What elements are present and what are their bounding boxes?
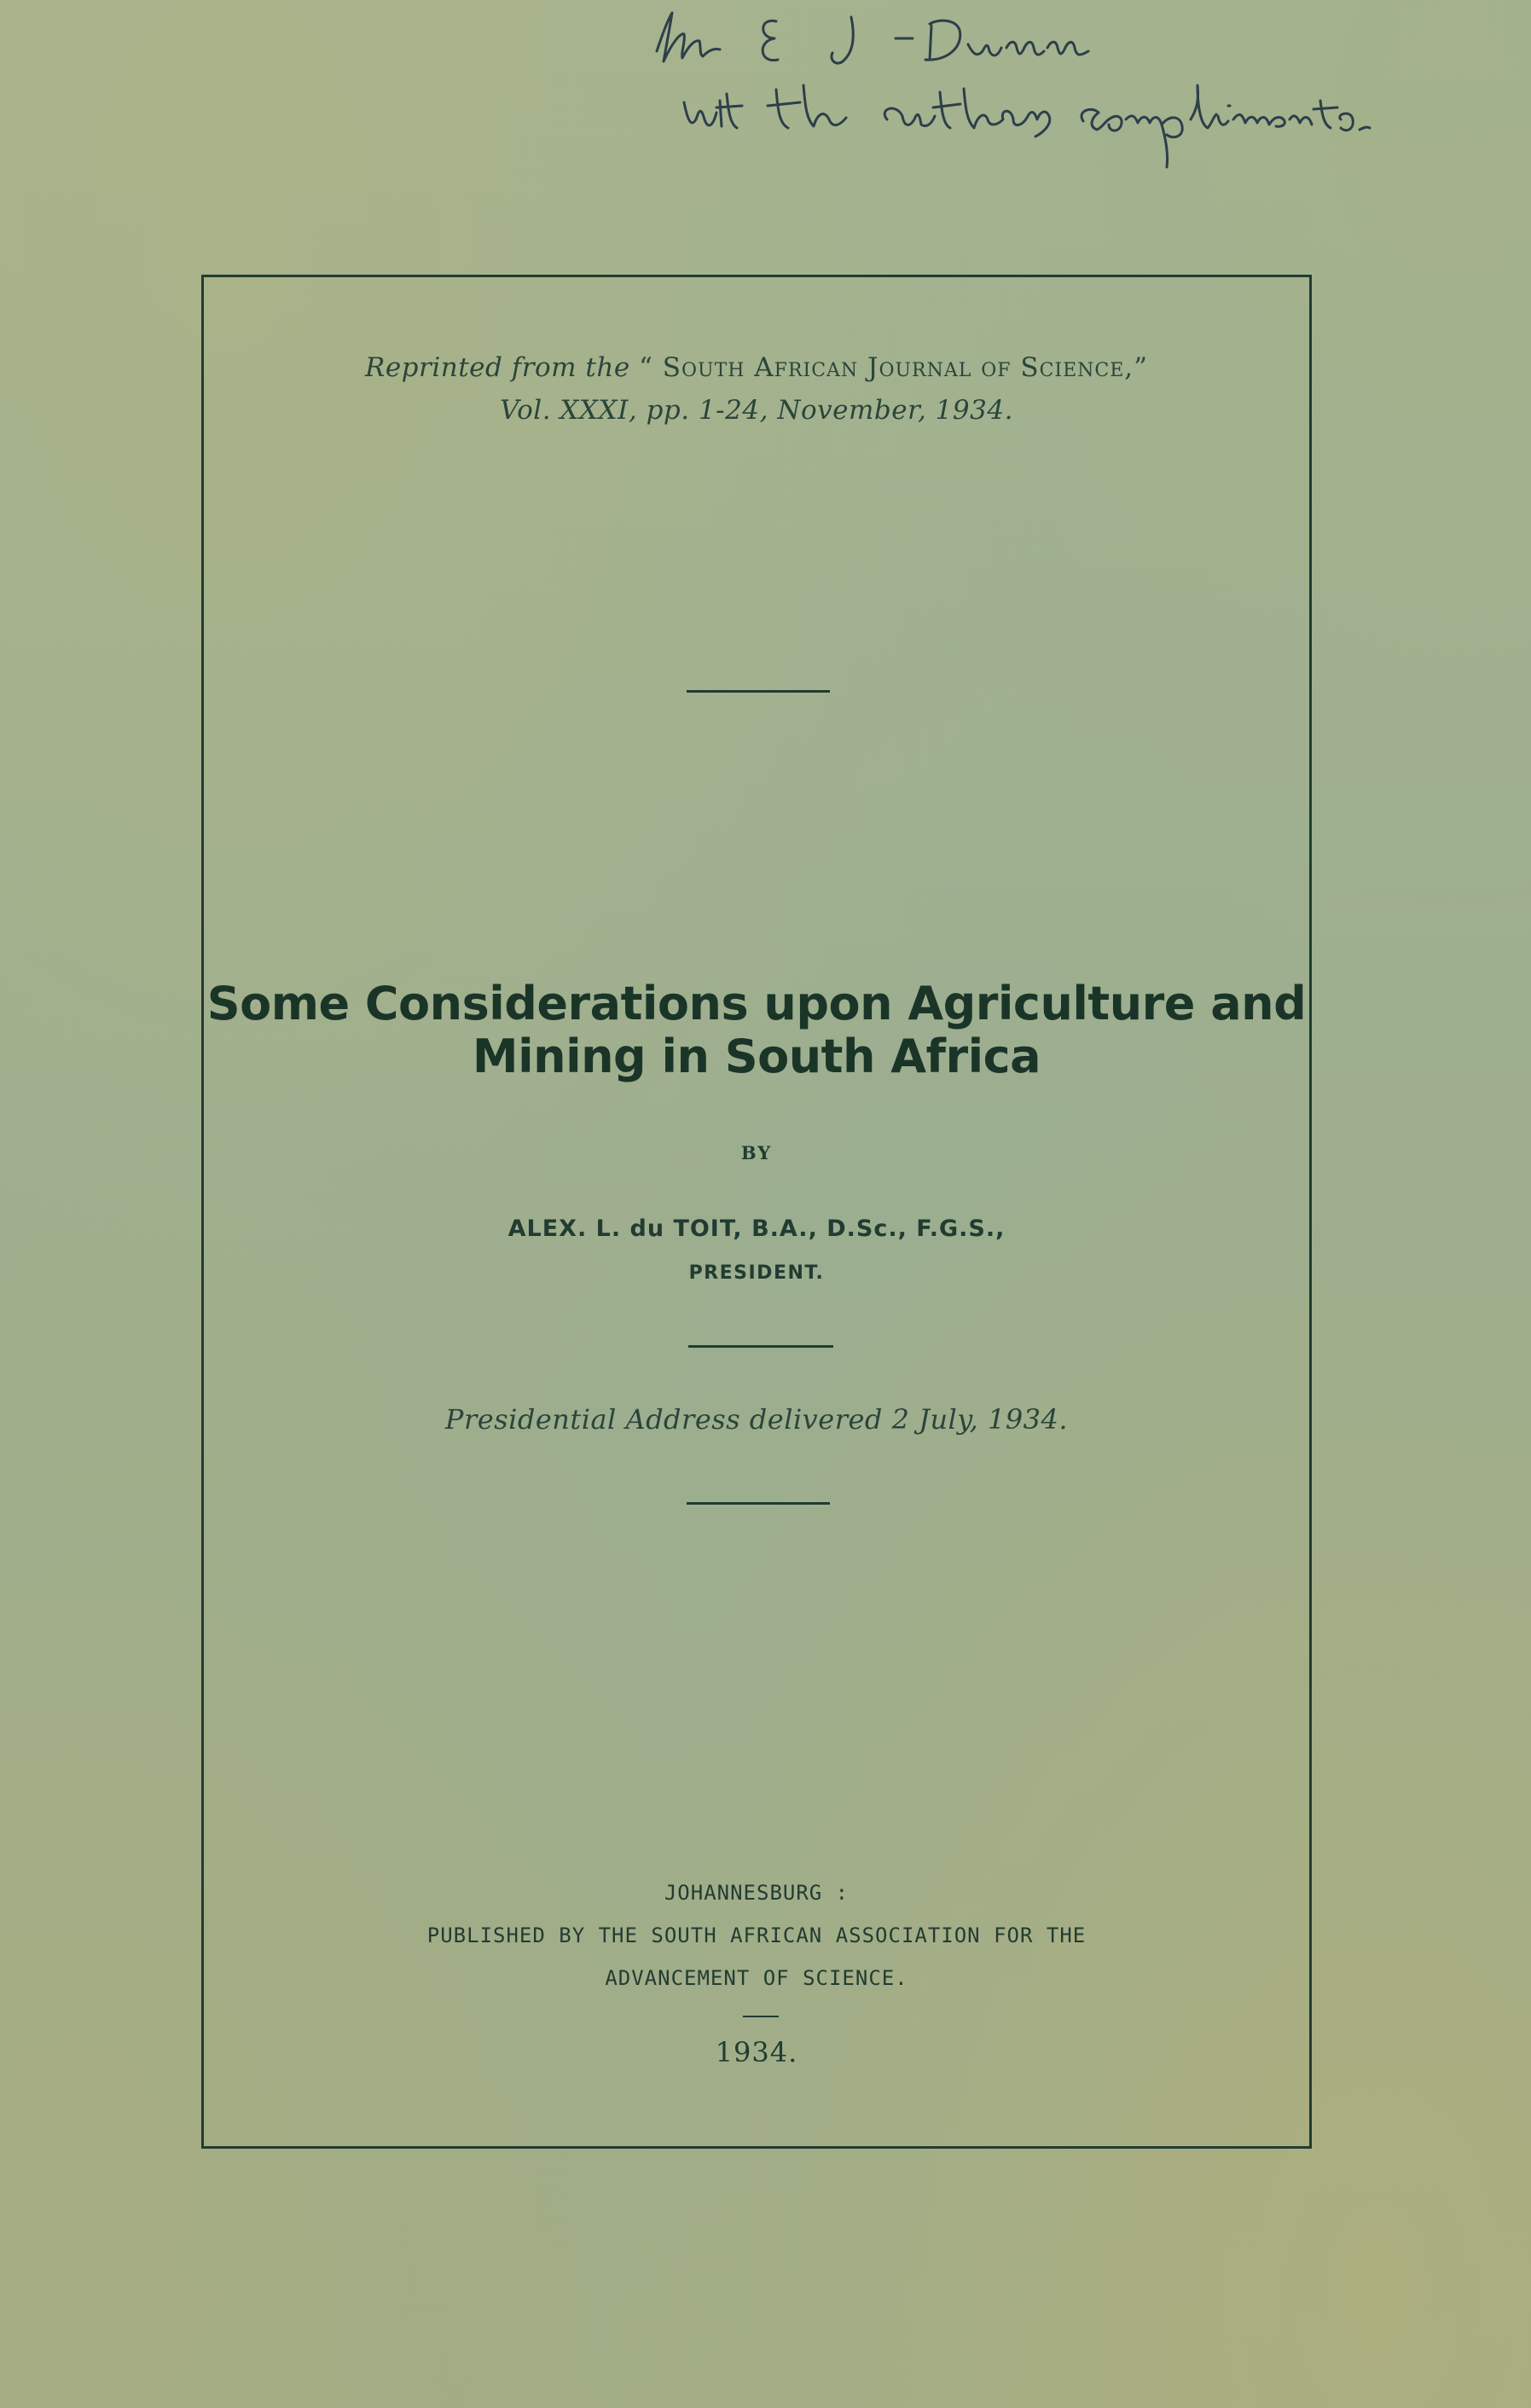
handwritten-inscription xyxy=(631,0,1527,196)
reprint-prefix: Reprinted from the xyxy=(364,352,630,383)
divider-rule xyxy=(687,690,830,693)
author-name: ALEX. L. du TOIT, B.A., D.Sc., F.G.S., xyxy=(507,1216,1006,1242)
divider-rule xyxy=(688,1345,833,1348)
title-line-2: Mining in South Africa xyxy=(472,1030,1041,1083)
divider-rule xyxy=(687,1502,830,1505)
publisher-line-2: ADVANCEMENT OF SCIENCE. xyxy=(605,1966,908,1990)
by-label: BY xyxy=(740,1142,773,1163)
inscription-drawing xyxy=(631,0,1527,196)
cover-border xyxy=(201,275,1312,2149)
address-line: Presidential Address delivered 2 July, 1934. xyxy=(444,1403,1069,1436)
reprint-line xyxy=(204,352,1309,383)
divider-rule-short xyxy=(743,2016,779,2017)
publisher-city: JOHANNESBURG : xyxy=(664,1881,850,1905)
publisher-line-1: PUBLISHED BY THE SOUTH AFRICAN ASSOCIATION FOR THE xyxy=(426,1923,1087,1947)
citation-line: Vol. XXXI, pp. 1-24, November, 1934. xyxy=(500,395,1013,426)
author-role: PRESIDENT. xyxy=(688,1262,825,1284)
title-line-1: Some Considerations upon Agriculture and xyxy=(206,977,1307,1030)
publication-year: 1934. xyxy=(715,2036,798,2069)
journal-name: “ South African Journal of Science,” xyxy=(639,352,1149,383)
